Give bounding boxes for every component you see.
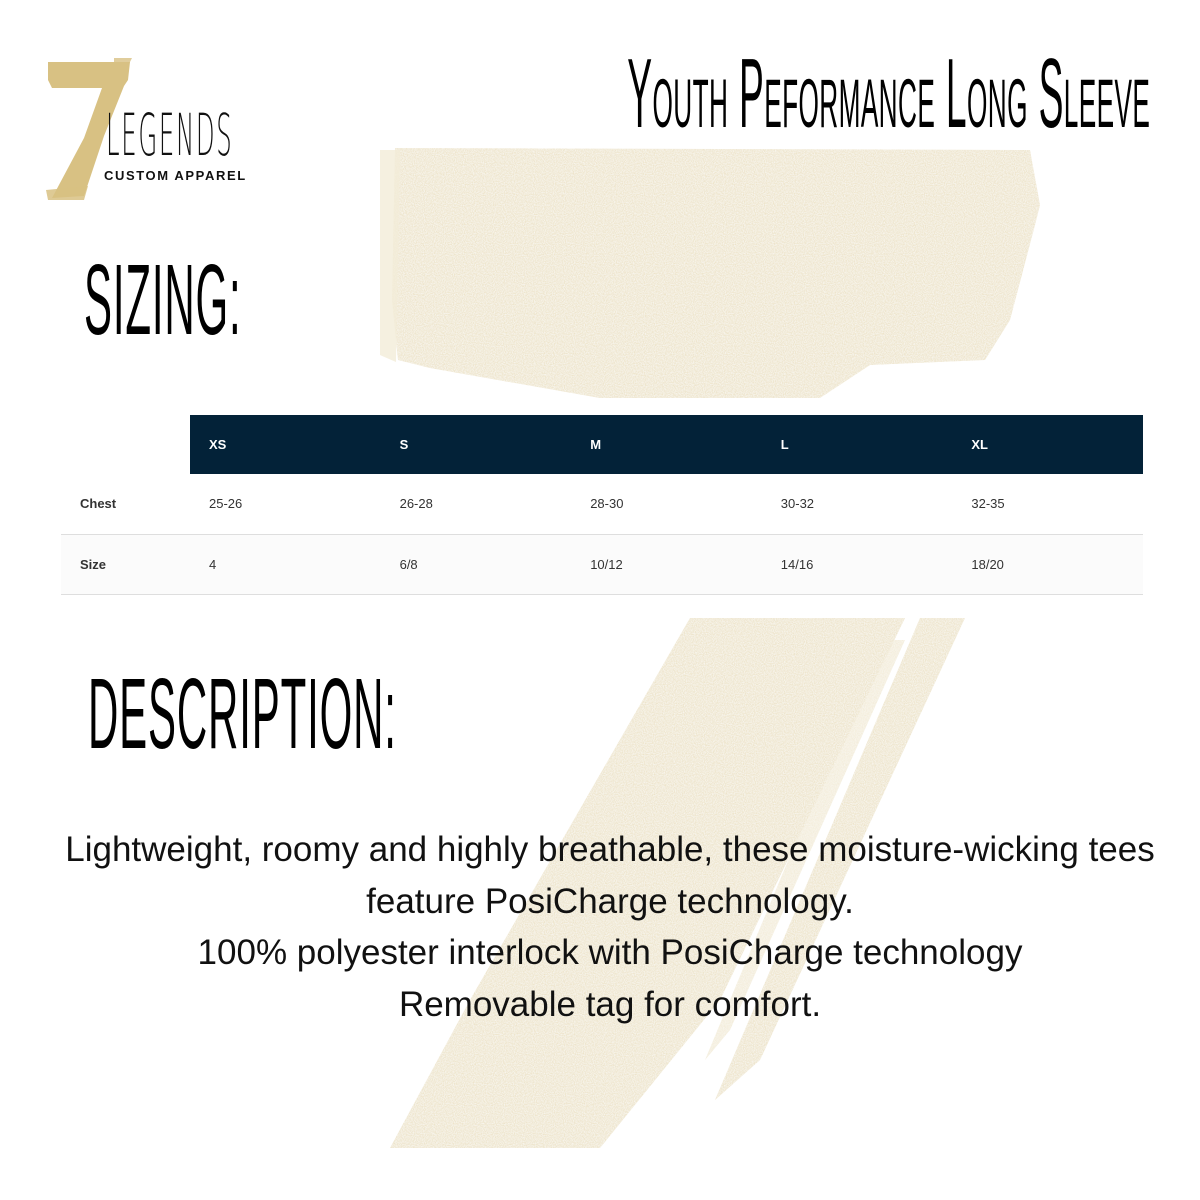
row-label-chest: Chest [80, 496, 117, 512]
size-column-xs: XS [190, 415, 381, 474]
table-cell: 10/12 [590, 556, 623, 572]
size-table-corner [61, 415, 190, 474]
size-table-header-row [61, 415, 1143, 474]
table-cell: 32-35 [971, 496, 1005, 512]
brand-logo [44, 58, 254, 203]
description-line: 100% polyester interlock with PosiCharge technology [197, 933, 1023, 972]
row-label-size: Size [80, 556, 107, 572]
logo-word: LEGENDS [106, 101, 234, 169]
description-line: Removable tag for comfort. [398, 984, 822, 1024]
size-column-m: M [571, 415, 762, 474]
table-cell: 6/8 [399, 556, 418, 572]
size-chart-table [61, 415, 1143, 595]
table-row-chest [61, 474, 1143, 534]
page-title: Youth Peformance Long Sleeve [627, 38, 1150, 148]
table-cell: 4 [209, 556, 217, 572]
description-line: Lightweight, roomy and highly breathable, these moisture-wicking tees feature PosiCharge technology. [65, 830, 1155, 921]
table-cell: 14/16 [780, 556, 814, 572]
table-cell: 30-32 [780, 496, 815, 512]
size-column-xl: XL [952, 415, 1143, 474]
table-cell: 18/20 [971, 556, 1004, 572]
size-column-s: S [381, 415, 572, 474]
description-heading: DESCRIPTION: [88, 658, 397, 770]
product-description [40, 824, 1180, 1030]
logo-tagline: CUSTOM APPAREL [104, 168, 247, 183]
sizing-heading: SIZING: [84, 244, 242, 356]
table-row-size [61, 534, 1143, 594]
table-cell: 26-28 [399, 496, 433, 512]
size-column-l: L [762, 415, 953, 474]
table-cell: 28-30 [590, 496, 624, 512]
table-cell: 25-26 [209, 496, 243, 512]
